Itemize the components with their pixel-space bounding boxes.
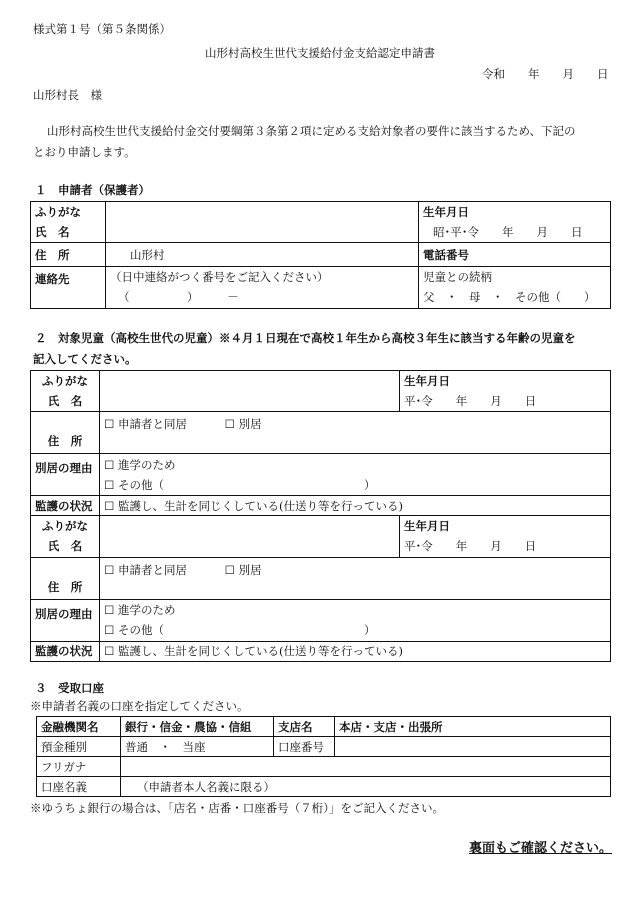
- contact-format: （ ） －: [118, 290, 239, 305]
- account-type-label: 預金種別: [37, 737, 121, 757]
- child1-reason-school-checkbox[interactable]: ☐ 進学のため: [104, 457, 176, 472]
- child2-reason-field[interactable]: [100, 599, 611, 641]
- child1-name-label-cell: [31, 371, 100, 412]
- child1-birth-cell[interactable]: [400, 371, 611, 412]
- child1-custody-label: 監護の状況: [31, 496, 100, 516]
- child1-name-field[interactable]: [100, 371, 400, 412]
- contact-note: （日中連絡がつく番号をご記入ください）: [110, 270, 329, 285]
- child1-reason-other-checkbox[interactable]: [104, 475, 606, 495]
- child2-custody-label: 監護の状況: [31, 641, 100, 661]
- form-number: 様式第１号（第５条関係）: [33, 22, 171, 36]
- birth-label: 生年月日: [423, 205, 469, 219]
- applicant-address-field[interactable]: [106, 243, 419, 267]
- relation-cell[interactable]: [419, 267, 611, 308]
- yucho-note: ※ゆうちょ銀行の場合は、「店名・店番・口座番号（７桁）」をご記入ください。: [30, 801, 444, 815]
- applicant-birth-cell[interactable]: [419, 202, 611, 243]
- child-table: [30, 370, 611, 662]
- applicant-table: [30, 201, 611, 309]
- address-value: 山形村: [130, 247, 165, 262]
- child1-reason-other-label: ☐ その他（: [104, 477, 164, 492]
- branch-label: 支店名: [274, 717, 335, 737]
- child2-separate-checkbox[interactable]: ☐ 別居: [224, 562, 262, 577]
- name-label: 氏 名: [35, 225, 70, 240]
- section-child-title-line2: 記入してください。: [33, 352, 137, 366]
- section-applicant-title: １ 申請者（保護者）: [35, 183, 150, 197]
- child-name-label: 氏 名: [47, 394, 83, 409]
- child1-address-label: 住 所: [31, 412, 100, 454]
- holder-value: （申請者本人名義に限る）: [137, 779, 275, 794]
- relation-value: 父 ・ 母 ・ その他（ ）: [423, 290, 596, 305]
- addressee: 山形村長 様: [33, 88, 102, 102]
- kana-field[interactable]: [121, 757, 611, 777]
- intro-line-1: 山形村高校生世代支援給付金交付要綱第３条第２項に定める支給対象者の要件に該当するため、下記の: [47, 124, 576, 138]
- child-birth-value: 平･令 年 月 日: [404, 539, 537, 554]
- account-type-field[interactable]: 普通 ・ 当座: [121, 737, 274, 757]
- relation-label: 児童との続柄: [423, 270, 492, 285]
- child1-address-field[interactable]: [100, 412, 611, 454]
- account-no-label: 口座番号: [274, 737, 335, 757]
- phone-cell[interactable]: [419, 243, 611, 267]
- applicant-name-field[interactable]: [106, 202, 419, 243]
- institution-label: 金融機関名: [37, 717, 121, 737]
- child2-address-field[interactable]: [100, 557, 611, 599]
- section-child-title-line1: ２ 対象児童（高校生世代の児童）※４月１日現在で高校１年生から高校３年生に該当する年齢の児童を: [35, 331, 576, 345]
- child2-custody-checkbox[interactable]: ☐ 監護し、生計を同じくしている(仕送り等を行っている): [100, 641, 611, 661]
- child-furigana-label: ふりがな: [42, 519, 88, 534]
- child-furigana-label: ふりがな: [42, 374, 88, 388]
- kana-label: フリガナ: [37, 757, 121, 777]
- account-no-field[interactable]: [335, 737, 611, 757]
- child2-reason-label: 別居の理由: [31, 599, 100, 641]
- child1-reason-field[interactable]: [100, 454, 611, 496]
- branch-field[interactable]: 本店・支店・出張所: [335, 717, 611, 737]
- back-notice: 裏面もご確認ください。: [469, 841, 613, 856]
- intro-line-2: とおり申請します。: [33, 145, 136, 159]
- child2-reason-school-checkbox[interactable]: ☐ 進学のため: [104, 602, 176, 617]
- child-birth-label: 生年月日: [404, 374, 450, 388]
- child2-cohabit-checkbox[interactable]: ☐ 申請者と同居: [104, 562, 187, 577]
- phone-label: 電話番号: [423, 247, 469, 262]
- birth-value: 昭･平･令 年 月 日: [433, 225, 583, 240]
- child1-custody-checkbox[interactable]: ☐ 監護し、生計を同じくしている(仕送り等を行っている): [100, 496, 611, 516]
- document-title: 山形村高校生世代支援給付金支給認定申請書: [205, 46, 435, 60]
- child2-reason-other-checkbox[interactable]: [104, 620, 606, 640]
- child-name-label: 氏 名: [47, 539, 83, 554]
- contact-field[interactable]: [106, 267, 419, 308]
- child1-reason-other-close: ）: [363, 477, 376, 492]
- section-bank-title: ３ 受取口座: [35, 681, 104, 695]
- child-birth-value: 平･令 年 月 日: [404, 394, 537, 409]
- holder-label: 口座名義: [37, 777, 121, 797]
- institution-field[interactable]: 銀行・信金・農協・信組: [121, 717, 274, 737]
- child2-address-label: 住 所: [31, 557, 100, 599]
- child2-birth-cell[interactable]: [400, 516, 611, 557]
- contact-label: 連絡先: [31, 267, 106, 308]
- bank-table: [36, 716, 611, 797]
- child1-separate-checkbox[interactable]: ☐ 別居: [224, 417, 262, 432]
- child1-reason-label: 別居の理由: [31, 454, 100, 496]
- address-label: 住 所: [31, 243, 106, 267]
- holder-field[interactable]: [121, 777, 611, 797]
- child2-name-label-cell: [31, 516, 100, 557]
- application-date[interactable]: 令和 年 月 日: [482, 67, 609, 81]
- child-birth-label: 生年月日: [404, 519, 450, 534]
- child2-reason-other-label: ☐ その他（: [104, 623, 164, 637]
- child2-name-field[interactable]: [100, 516, 400, 557]
- child1-cohabit-checkbox[interactable]: ☐ 申請者と同居: [104, 417, 187, 432]
- bank-note: ※申請者名義の口座を指定してください。: [30, 699, 249, 713]
- applicant-name-label-cell: [31, 202, 106, 243]
- child2-reason-other-close: ）: [363, 623, 376, 637]
- furigana-label: ふりがな: [35, 205, 81, 219]
